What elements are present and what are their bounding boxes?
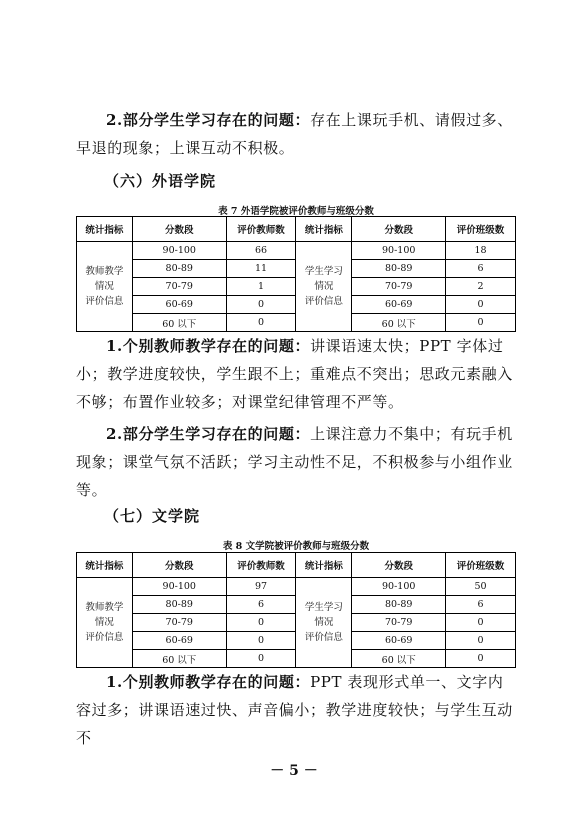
section-heading-foreign-languages: （六）外语学院 xyxy=(104,172,217,190)
score-range-cell: 80-89 xyxy=(352,260,446,278)
teacher-count-cell: 0 xyxy=(226,632,296,650)
class-count-cell: 0 xyxy=(446,632,516,650)
paragraph-teacher-issues-7 xyxy=(76,668,516,752)
score-range-cell: 60-69 xyxy=(132,296,226,314)
header-cell: 评价教师数 xyxy=(226,553,296,578)
paragraph-heading: 2.部分学生学习存在的问题： xyxy=(106,425,311,443)
table-header-row xyxy=(77,553,516,578)
header-cell: 评价班级数 xyxy=(446,553,516,578)
score-range-cell: 60 以下 xyxy=(352,314,446,332)
paragraph-teacher-issues-6 xyxy=(76,332,516,416)
table-row xyxy=(77,578,516,596)
label-line: 教师教学 xyxy=(85,602,124,613)
score-range-cell: 60-69 xyxy=(352,632,446,650)
paragraph-text: 存在上课玩手机、请假过多、早退的现象；上课互动不积极。 xyxy=(76,111,513,157)
score-range-cell: 60-69 xyxy=(352,296,446,314)
teacher-count-cell: 11 xyxy=(226,260,296,278)
header-cell: 统计指标 xyxy=(296,553,352,578)
student-metric-label xyxy=(296,242,352,332)
score-range-cell: 70-79 xyxy=(132,614,226,632)
score-range-cell: 60 以下 xyxy=(132,650,226,668)
header-cell: 分数段 xyxy=(352,217,446,242)
class-count-cell: 18 xyxy=(446,242,516,260)
score-range-cell: 60 以下 xyxy=(132,314,226,332)
label-line: 学生学习 xyxy=(304,266,343,277)
label-line: 情况 xyxy=(94,281,114,292)
score-range-cell: 70-79 xyxy=(352,278,446,296)
teacher-count-cell: 66 xyxy=(226,242,296,260)
score-range-cell: 90-100 xyxy=(352,242,446,260)
header-cell: 评价班级数 xyxy=(446,217,516,242)
header-cell: 统计指标 xyxy=(296,217,352,242)
table-header-row xyxy=(77,217,516,242)
class-count-cell: 0 xyxy=(446,296,516,314)
score-range-cell: 80-89 xyxy=(132,596,226,614)
table-8-caption: 表 8 文学院被评价教师与班级分数 xyxy=(222,541,370,552)
label-line: 学生学习 xyxy=(304,602,343,613)
label-line: 情况 xyxy=(314,617,334,628)
table-7-caption: 表 7 外语学院被评价教师与班级分数 xyxy=(218,206,374,217)
table-7 xyxy=(76,216,516,332)
class-count-cell: 6 xyxy=(446,260,516,278)
score-range-cell: 90-100 xyxy=(132,578,226,596)
teacher-metric-label xyxy=(77,578,133,668)
score-range-cell: 60 以下 xyxy=(352,650,446,668)
page-number: － 5 － xyxy=(270,763,318,779)
teacher-count-cell: 6 xyxy=(226,596,296,614)
paragraph-heading: 1.个别教师教学存在的问题： xyxy=(106,673,311,691)
paragraph-text: PPT 表现形式单一、文字内容过多；讲课语速过快、声音偏小；教学进度较快；与学生互动不 xyxy=(76,673,513,747)
class-count-cell: 50 xyxy=(446,578,516,596)
header-cell: 统计指标 xyxy=(77,553,133,578)
student-metric-label xyxy=(296,578,352,668)
class-count-cell: 0 xyxy=(446,650,516,668)
paragraph-heading: 1.个别教师教学存在的问题： xyxy=(106,337,311,355)
label-line: 情况 xyxy=(314,281,334,292)
table-row xyxy=(77,242,516,260)
header-cell: 统计指标 xyxy=(77,217,133,242)
paragraph-text: 讲课语速太快；PPT 字体过小；教学进度较快，学生跟不上；重难点不突出；思政元素融入不够；布置作业较多；对课堂纪律管理不严等。 xyxy=(76,337,513,411)
teacher-count-cell: 0 xyxy=(226,296,296,314)
header-cell: 分数段 xyxy=(132,217,226,242)
teacher-count-cell: 0 xyxy=(226,614,296,632)
score-range-cell: 90-100 xyxy=(132,242,226,260)
table-8 xyxy=(76,552,516,668)
paragraph-text: 上课注意力不集中；有玩手机现象；课堂气氛不活跃；学习主动性不足，不积极参与小组作业等。 xyxy=(76,425,513,499)
score-range-cell: 70-79 xyxy=(352,614,446,632)
score-range-cell: 90-100 xyxy=(352,578,446,596)
teacher-count-cell: 97 xyxy=(226,578,296,596)
header-cell: 分数段 xyxy=(352,553,446,578)
teacher-count-cell: 0 xyxy=(226,650,296,668)
header-cell: 分数段 xyxy=(132,553,226,578)
class-count-cell: 0 xyxy=(446,614,516,632)
score-range-cell: 60-69 xyxy=(132,632,226,650)
class-count-cell: 6 xyxy=(446,596,516,614)
section-heading-literature: （七）文学院 xyxy=(104,507,201,525)
class-count-cell: 2 xyxy=(446,278,516,296)
label-line: 评价信息 xyxy=(85,296,124,307)
label-line: 教师教学 xyxy=(85,266,124,277)
label-line: 评价信息 xyxy=(85,632,124,643)
label-line: 评价信息 xyxy=(304,632,343,643)
label-line: 情况 xyxy=(94,617,114,628)
header-cell: 评价教师数 xyxy=(226,217,296,242)
paragraph-student-issues-1 xyxy=(76,106,516,162)
class-count-cell: 0 xyxy=(446,314,516,332)
score-range-cell: 70-79 xyxy=(132,278,226,296)
paragraph-heading: 2.部分学生学习存在的问题： xyxy=(106,111,311,129)
teacher-count-cell: 0 xyxy=(226,314,296,332)
score-range-cell: 80-89 xyxy=(132,260,226,278)
teacher-count-cell: 1 xyxy=(226,278,296,296)
teacher-metric-label xyxy=(77,242,133,332)
label-line: 评价信息 xyxy=(304,296,343,307)
paragraph-student-issues-6 xyxy=(76,420,516,504)
score-range-cell: 80-89 xyxy=(352,596,446,614)
